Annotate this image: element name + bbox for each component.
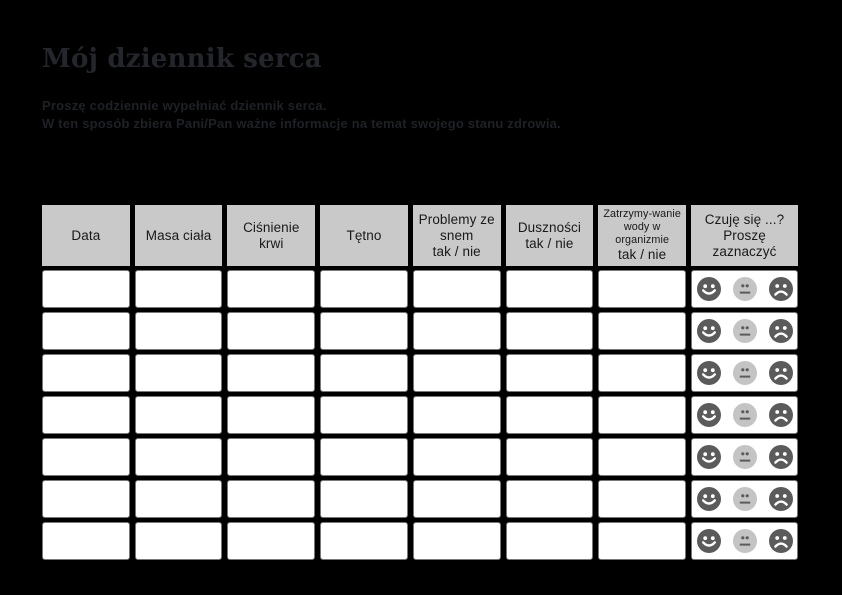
feelings-cell bbox=[691, 438, 798, 476]
column-header-label: Masa ciała bbox=[145, 227, 212, 243]
entry-cell[interactable] bbox=[506, 480, 594, 518]
entry-cell[interactable] bbox=[42, 312, 130, 350]
entry-cell[interactable] bbox=[320, 480, 408, 518]
column-header-dusznosci bbox=[506, 205, 594, 266]
column-header-sublabel: tak / nie bbox=[432, 243, 481, 259]
column-header-sublabel: tak / nie bbox=[618, 247, 667, 262]
entry-cell[interactable] bbox=[598, 396, 686, 434]
entry-cell[interactable] bbox=[227, 438, 315, 476]
column-header-label: Czuję się ...? bbox=[704, 211, 785, 227]
entry-cell[interactable] bbox=[135, 438, 223, 476]
happy-face-icon[interactable] bbox=[697, 361, 721, 385]
entry-cell[interactable] bbox=[42, 438, 130, 476]
entry-cell[interactable] bbox=[227, 480, 315, 518]
entry-cell[interactable] bbox=[506, 522, 594, 560]
entry-cell[interactable] bbox=[506, 312, 594, 350]
happy-face-icon[interactable] bbox=[697, 529, 721, 553]
sad-face-icon[interactable] bbox=[769, 445, 793, 469]
entry-cell[interactable] bbox=[598, 480, 686, 518]
entry-cell[interactable] bbox=[135, 480, 223, 518]
entry-cell[interactable] bbox=[135, 354, 223, 392]
sad-face-icon[interactable] bbox=[769, 319, 793, 343]
column-header-czuje-sie bbox=[691, 205, 798, 266]
entry-cell[interactable] bbox=[135, 270, 223, 308]
page-title: Mój dziennik serca bbox=[42, 44, 322, 74]
column-header-label: Problemy ze snem bbox=[418, 211, 495, 243]
entry-cell[interactable] bbox=[413, 354, 501, 392]
happy-face-icon[interactable] bbox=[697, 487, 721, 511]
sad-face-icon[interactable] bbox=[769, 361, 793, 385]
column-header-cisnienie-krwi bbox=[227, 205, 315, 266]
column-header-label: Ciśnienie krwi bbox=[243, 219, 300, 251]
entry-cell[interactable] bbox=[598, 438, 686, 476]
column-header-problemy-ze-snem bbox=[413, 205, 501, 266]
entry-cell[interactable] bbox=[413, 270, 501, 308]
sad-face-icon[interactable] bbox=[769, 403, 793, 427]
entry-cell[interactable] bbox=[42, 396, 130, 434]
sad-face-icon[interactable] bbox=[769, 487, 793, 511]
entry-cell[interactable] bbox=[320, 354, 408, 392]
entry-cell[interactable] bbox=[598, 312, 686, 350]
entry-cell[interactable] bbox=[135, 522, 223, 560]
entry-cell[interactable] bbox=[135, 396, 223, 434]
entry-cell[interactable] bbox=[598, 522, 686, 560]
entry-cell[interactable] bbox=[227, 312, 315, 350]
entry-cell[interactable] bbox=[320, 270, 408, 308]
feelings-cell bbox=[691, 312, 798, 350]
entry-cell[interactable] bbox=[227, 522, 315, 560]
feelings-cell bbox=[691, 480, 798, 518]
column-header-masa-ciala bbox=[135, 205, 223, 266]
happy-face-icon[interactable] bbox=[697, 277, 721, 301]
column-header-sublabel: Proszę zaznaczyć bbox=[712, 227, 777, 259]
neutral-face-icon[interactable] bbox=[733, 361, 757, 385]
entry-cell[interactable] bbox=[42, 270, 130, 308]
entry-cell[interactable] bbox=[413, 396, 501, 434]
entry-cell[interactable] bbox=[413, 312, 501, 350]
entry-cell[interactable] bbox=[506, 438, 594, 476]
entry-cell[interactable] bbox=[42, 522, 130, 560]
sad-face-icon[interactable] bbox=[769, 529, 793, 553]
column-header-label: Duszności bbox=[517, 219, 582, 235]
feelings-cell bbox=[691, 522, 798, 560]
neutral-face-icon[interactable] bbox=[733, 445, 757, 469]
intro-line-2: W ten sposób zbiera Pani/Pan ważne informacje na temat swojego stanu zdrowia. bbox=[42, 116, 561, 131]
column-header-sublabel: tak / nie bbox=[525, 235, 574, 251]
happy-face-icon[interactable] bbox=[697, 445, 721, 469]
entry-cell[interactable] bbox=[42, 480, 130, 518]
entry-cell[interactable] bbox=[413, 522, 501, 560]
column-header-label: Data bbox=[71, 227, 101, 243]
sad-face-icon[interactable] bbox=[769, 277, 793, 301]
column-header-tetno bbox=[320, 205, 408, 266]
diary-table bbox=[42, 205, 798, 560]
entry-cell[interactable] bbox=[320, 396, 408, 434]
column-header-zatrzymywanie-wody bbox=[598, 205, 686, 266]
entry-cell[interactable] bbox=[506, 354, 594, 392]
entry-cell[interactable] bbox=[227, 270, 315, 308]
entry-cell[interactable] bbox=[320, 522, 408, 560]
entry-cell[interactable] bbox=[320, 438, 408, 476]
entry-cell[interactable] bbox=[413, 480, 501, 518]
entry-cell[interactable] bbox=[42, 354, 130, 392]
intro-text bbox=[42, 97, 561, 133]
entry-cell[interactable] bbox=[135, 312, 223, 350]
column-header-label: Zatrzymy-wanie wody w organizmie bbox=[603, 208, 681, 246]
entry-cell[interactable] bbox=[227, 396, 315, 434]
entry-cell[interactable] bbox=[227, 354, 315, 392]
feelings-cell bbox=[691, 354, 798, 392]
neutral-face-icon[interactable] bbox=[733, 277, 757, 301]
entry-cell[interactable] bbox=[598, 270, 686, 308]
entry-cell[interactable] bbox=[598, 354, 686, 392]
neutral-face-icon[interactable] bbox=[733, 319, 757, 343]
neutral-face-icon[interactable] bbox=[733, 403, 757, 427]
feelings-cell bbox=[691, 270, 798, 308]
neutral-face-icon[interactable] bbox=[733, 487, 757, 511]
entry-cell[interactable] bbox=[506, 396, 594, 434]
column-header-label: Tętno bbox=[346, 227, 382, 243]
happy-face-icon[interactable] bbox=[697, 319, 721, 343]
neutral-face-icon[interactable] bbox=[733, 529, 757, 553]
entry-cell[interactable] bbox=[413, 438, 501, 476]
column-header-data bbox=[42, 205, 130, 266]
intro-line-1: Proszę codziennie wypełniać dziennik serca. bbox=[42, 98, 327, 113]
entry-cell[interactable] bbox=[320, 312, 408, 350]
happy-face-icon[interactable] bbox=[697, 403, 721, 427]
feelings-cell bbox=[691, 396, 798, 434]
entry-cell[interactable] bbox=[506, 270, 594, 308]
